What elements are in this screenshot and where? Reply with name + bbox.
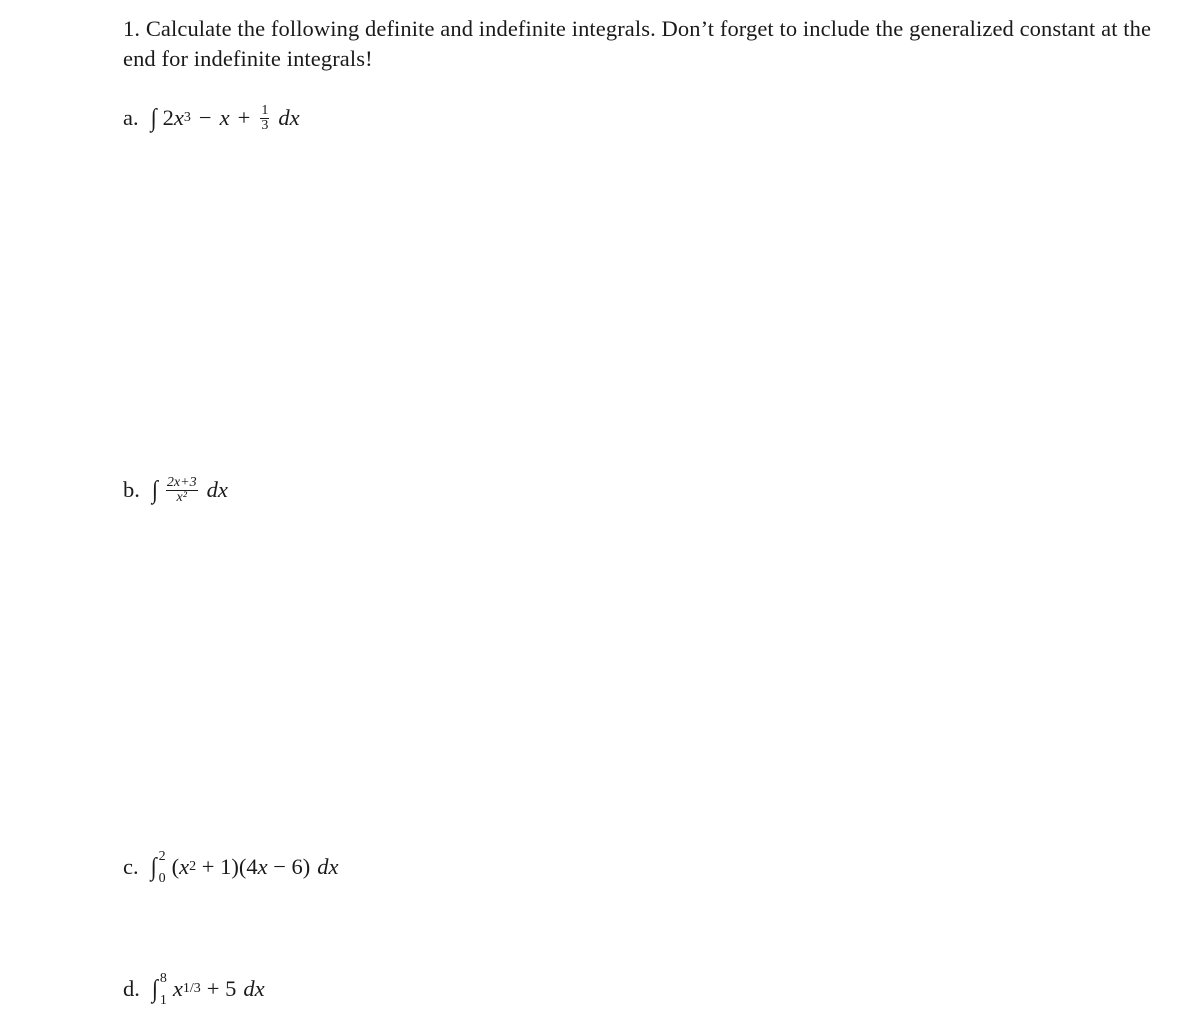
coefficient: 2 — [162, 105, 174, 130]
integral-limits — [159, 971, 167, 1008]
plus-operator: + — [237, 105, 251, 130]
variable: x — [173, 105, 184, 130]
upper-limit: 8 — [159, 971, 167, 986]
problem-a-label: a. — [123, 105, 139, 130]
question-number: 1. — [123, 16, 141, 41]
differential: dx — [243, 976, 265, 1001]
integral-sign: ∫ — [151, 475, 158, 504]
question-instructions: Calculate the following definite and indefinite integrals. Don’t forget to include the generalized constant at the end for indefinite integrals! — [123, 16, 1152, 71]
variable: x — [179, 854, 190, 879]
fraction — [166, 476, 198, 505]
problem-d — [123, 971, 265, 1008]
minus-operator: − — [198, 105, 212, 130]
question-prompt — [123, 14, 1163, 74]
integral-sign: ∫ — [151, 974, 158, 1003]
fraction-denominator: x² — [176, 489, 187, 505]
problem-b — [123, 475, 228, 505]
problem-c-label: c. — [123, 854, 139, 879]
integral-sign: ∫ — [150, 852, 157, 881]
differential: dx — [206, 477, 228, 502]
problem-b-expression — [152, 475, 228, 505]
problem-a — [123, 103, 300, 133]
problem-b-label: b. — [123, 477, 140, 502]
fraction-numerator: 1 — [261, 102, 269, 118]
differential: dx — [317, 854, 339, 879]
problem-c — [123, 849, 339, 886]
lower-limit: 0 — [158, 871, 166, 886]
fraction-denominator: 3 — [261, 117, 269, 133]
problem-d-expression: ∫ 8 1 x 1/3 + 5 dx — [151, 971, 265, 1008]
fraction-numerator: 2x+3 — [166, 474, 197, 490]
expression-part: + 5 — [206, 976, 237, 1001]
expression-part: − 6) — [273, 854, 311, 879]
variable: x — [257, 854, 268, 879]
problem-a-expression: ∫ 2 x 3 − x + $\frac{1}{3}$ dx — [151, 103, 300, 133]
differential: dx — [278, 105, 300, 130]
fraction — [260, 104, 269, 133]
problem-d-label: d. — [123, 976, 140, 1001]
lower-limit: 1 — [159, 993, 167, 1008]
integral-sign: ∫ — [150, 103, 157, 132]
variable: x — [172, 976, 183, 1001]
expression-part: + 1)(4 — [201, 854, 258, 879]
problem-c-expression: ∫ 2 0 ( x 2 + 1)(4 x − 6) dx — [150, 849, 339, 886]
variable: x — [219, 105, 230, 130]
open-paren: ( — [171, 854, 180, 879]
upper-limit: 2 — [158, 849, 166, 864]
integral-limits — [158, 849, 166, 886]
